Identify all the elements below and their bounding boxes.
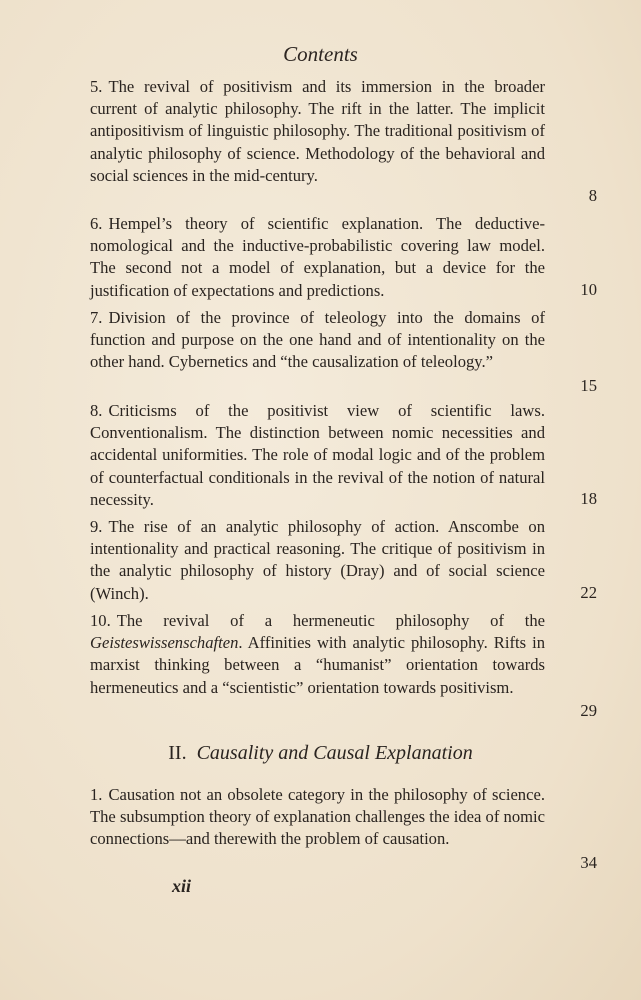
entry-number: 5. — [90, 77, 103, 96]
entry-text: Causation not an obsolete category in the philosophy of science. The subsumption theory of explanation challenges the idea of nomic connections—and therewith the problem of causation. — [90, 785, 545, 849]
entry-text-italic: Geisteswissenschaften — [90, 633, 239, 653]
toc-entry-10 — [90, 610, 545, 699]
entry-text: Division of the province of teleology into the domains of function and purpose on the one hand and of intentionality on the other hand. Cybernetics and “the causalization of teleology.” — [90, 308, 545, 372]
entry-number: 8. — [90, 401, 103, 420]
chapter-heading — [0, 742, 641, 765]
entry-text-before: The revival of a hermeneutic philosophy of the — [116, 611, 545, 630]
entry-number: 9. — [90, 517, 103, 536]
toc-entry-5 — [90, 76, 545, 187]
entry-text-after: . Affinities with analytic philosophy. Rifts in marxist thinking between a “humanist” orientation towards hermeneutics and a “scientistic” orientation towards positivism. — [90, 633, 545, 697]
running-head: Contents — [283, 42, 358, 66]
toc-entry-7 — [90, 307, 545, 374]
entry-text: The rise of an analytic philosophy of action. Anscombe on intentionality and practical reasoning. The critique of positivism in the analytic philosophy of history (Dray) and of social science (Winch). — [90, 517, 545, 603]
entry-number: 1. — [90, 785, 103, 804]
chapter-numeral: II. — [168, 742, 187, 764]
toc-entry-6 — [90, 213, 545, 302]
entry-number: 10. — [90, 611, 111, 630]
entry-page-number: 15 — [580, 376, 597, 395]
entry-page-number: 18 — [580, 489, 597, 508]
page-folio: xii — [172, 876, 192, 896]
entry-page-number: 22 — [580, 583, 597, 602]
entry-number: 7. — [90, 308, 103, 327]
entry-text: Hempel’s theory of scientific explanation. The deductive-nomological and the inductive-probabilistic covering law model. The second not a model of explanation, but a device for the justification of expectations and predictions. — [90, 214, 545, 300]
toc-entry-9 — [90, 516, 545, 605]
chapter-title: Causality and Causal Explanation — [196, 742, 473, 764]
entry-page-number: 10 — [580, 280, 597, 299]
entry-page-number: 29 — [580, 701, 597, 720]
entry-page-number: 34 — [580, 853, 597, 872]
toc-entry-ch2-1 — [90, 784, 545, 851]
entry-text: Criticisms of the positivist view of scientific laws. Conventionalism. The distinction between nomic necessities and accidental uniformities. The role of modal logic and of the problem of counterfactual conditionals in the revival of the notion of natural necessity. — [90, 401, 545, 509]
toc-entry-8 — [90, 400, 545, 511]
entry-text: The revival of positivism and its immersion in the broader current of analytic philosophy. The rift in the latter. The implicit antipositivism of linguistic philosophy. The traditional positivism of analytic philosophy of science. Methodology of the behavioral and social sciences in the mid-century. — [90, 77, 545, 185]
entry-number: 6. — [90, 214, 103, 233]
entry-page-number: 8 — [588, 186, 597, 205]
